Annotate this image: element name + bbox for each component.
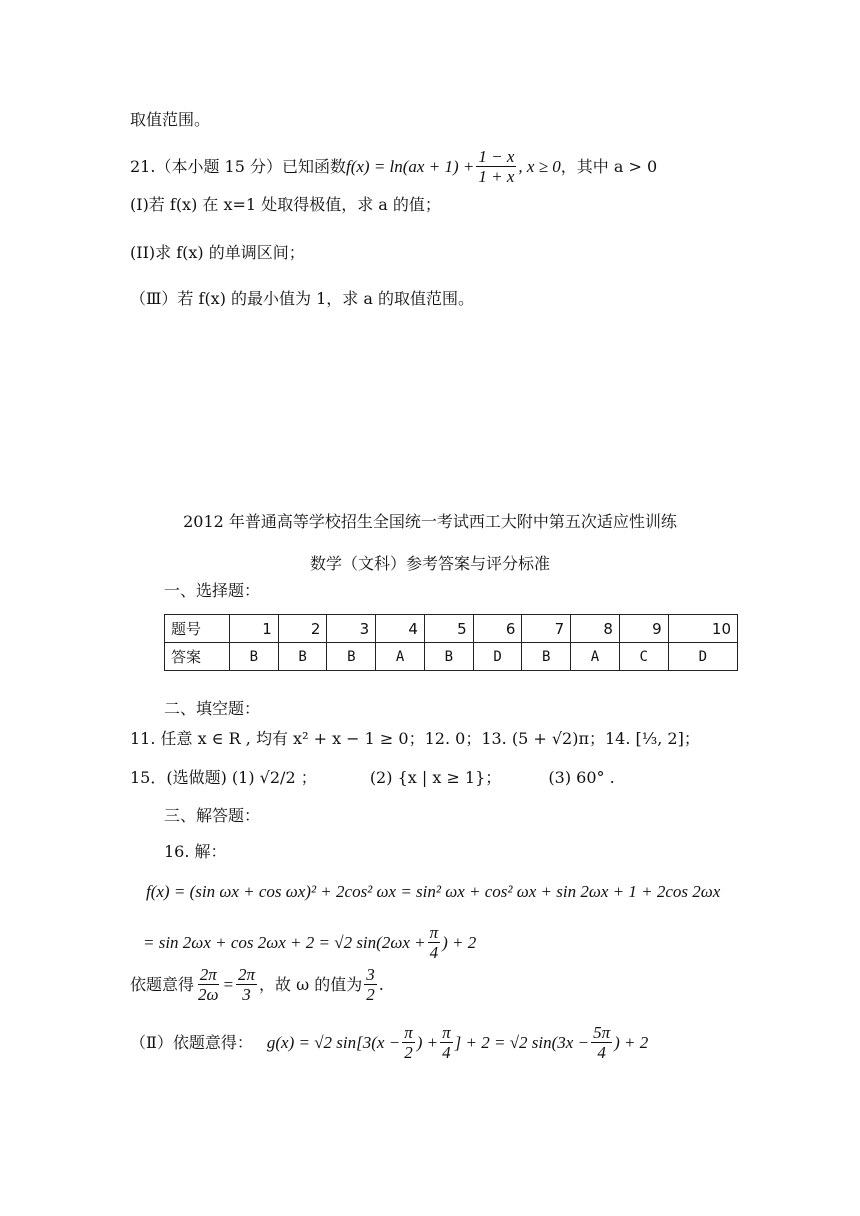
equation-3-prefix: 依题意得 bbox=[130, 974, 195, 994]
table-cell: 8 bbox=[571, 615, 620, 643]
question-21-formula: f(x) = ln(ax + 1) + bbox=[345, 157, 475, 176]
fraction-numerator: 2π bbox=[238, 965, 256, 984]
table-cell: C bbox=[619, 643, 668, 671]
equation-3-fraction-3 bbox=[364, 966, 377, 1003]
equals-sign: = bbox=[222, 975, 235, 994]
table-cell: 2 bbox=[278, 615, 327, 643]
table-header-cell: 题号 bbox=[165, 615, 230, 643]
question-16-label: 16. 解： bbox=[164, 842, 227, 861]
g-formula-d: ) + 2 bbox=[614, 1033, 649, 1052]
section-multiple-choice: 一、选择题： bbox=[164, 581, 261, 600]
table-cell: 3 bbox=[327, 615, 376, 643]
fraction-denominator: 1 + x bbox=[478, 167, 515, 186]
table-cell: 1 bbox=[230, 615, 279, 643]
section-fill-in: 二、填空题： bbox=[164, 699, 261, 718]
table-cell: 4 bbox=[376, 615, 425, 643]
table-row bbox=[165, 643, 738, 671]
table-cell: D bbox=[473, 643, 522, 671]
g-formula-c: ] + 2 = √2 sin(3x − bbox=[454, 1033, 590, 1052]
table-cell: B bbox=[424, 643, 473, 671]
table-cell: 9 bbox=[619, 615, 668, 643]
fraction-denominator: 3 bbox=[242, 985, 251, 1004]
fill-in-15-part-1: 15．(选做题) (1) √2/2 ； bbox=[130, 768, 317, 787]
fraction-numerator: π bbox=[429, 923, 439, 942]
equation-1: f(x) = (sin ωx + cos ωx)² + 2cos² ωx = sin² ωx + cos² ωx + sin 2ωx + 1 + 2cos 2ωx bbox=[146, 882, 721, 901]
fraction-numerator: 3 bbox=[366, 965, 375, 984]
fraction-numerator: π bbox=[442, 1023, 451, 1042]
table-header-cell: 答案 bbox=[165, 643, 230, 671]
g-fraction-1 bbox=[402, 1024, 415, 1061]
answer-table bbox=[164, 614, 738, 671]
fraction-denominator: 4 bbox=[429, 943, 439, 962]
question-21-part-1: (I)若 f(x) 在 x=1 处取得极值，求 a 的值； bbox=[130, 195, 441, 214]
fill-in-answers-2 bbox=[130, 770, 615, 786]
fraction-numerator: 1 − x bbox=[478, 147, 515, 166]
g-fraction-2 bbox=[440, 1024, 453, 1061]
table-cell: 5 bbox=[424, 615, 473, 643]
table-cell: 7 bbox=[522, 615, 571, 643]
fraction-denominator: 2 bbox=[404, 1043, 413, 1062]
equation-3-mid: ，故 ω 的值为 bbox=[259, 974, 363, 994]
table-cell: 6 bbox=[473, 615, 522, 643]
table-cell: B bbox=[327, 643, 376, 671]
part-2-prefix: （Ⅱ）依题意得： bbox=[130, 1032, 253, 1052]
answers-title: 2012 年普通高等学校招生全国统一考试西工大附中第五次适应性训练 bbox=[183, 512, 677, 531]
fill-in-answers-1: 11. 任意 x ∈ R , 均有 x² + x − 1 ≥ 0；12. 0；13. (5 + √2)π；14. [⅓, 2]； bbox=[130, 729, 700, 748]
equation-g bbox=[130, 1024, 648, 1061]
question-21-prefix: 21.（本小题 15 分）已知函数 bbox=[130, 156, 346, 176]
question-21-condition: , x ≥ 0 bbox=[518, 157, 561, 176]
fraction-denominator: 2ω bbox=[198, 985, 219, 1004]
equation-3-end: . bbox=[378, 974, 384, 994]
g-formula-a: g(x) = √2 sin[3(x − bbox=[266, 1033, 401, 1052]
table-cell: B bbox=[522, 643, 571, 671]
equation-3-fraction-2 bbox=[236, 966, 257, 1003]
fraction-denominator: 4 bbox=[597, 1043, 606, 1062]
g-formula-b: ) + bbox=[416, 1033, 439, 1052]
text-line-1: 取值范围。 bbox=[130, 110, 211, 129]
question-21-fraction bbox=[476, 148, 516, 185]
equation-2-left: = sin 2ωx + cos 2ωx + 2 = √2 sin(2ωx + bbox=[143, 933, 426, 952]
question-21 bbox=[130, 148, 657, 185]
fraction-denominator: 2 bbox=[366, 985, 375, 1004]
question-21-part-3: （Ⅲ）若 f(x) 的最小值为 1，求 a 的取值范围。 bbox=[130, 289, 475, 308]
table-cell: A bbox=[571, 643, 620, 671]
equation-3 bbox=[130, 966, 384, 1003]
table-cell: D bbox=[668, 643, 737, 671]
equation-2-fraction bbox=[428, 924, 441, 961]
equation-2-right: ) + 2 bbox=[442, 933, 477, 952]
table-cell: A bbox=[376, 643, 425, 671]
g-fraction-3 bbox=[591, 1024, 612, 1061]
fill-in-15-part-3: (3) 60° . bbox=[548, 768, 615, 787]
question-21-part-2: (II)求 f(x) 的单调区间； bbox=[130, 243, 305, 262]
section-solutions: 三、解答题： bbox=[164, 806, 261, 825]
table-cell: B bbox=[278, 643, 327, 671]
equation-2 bbox=[143, 924, 476, 961]
fraction-numerator: π bbox=[404, 1023, 413, 1042]
question-21-suffix: ，其中 a > 0 bbox=[560, 156, 658, 176]
table-row bbox=[165, 615, 738, 643]
answers-subtitle: 数学（文科）参考答案与评分标准 bbox=[309, 554, 550, 573]
fraction-denominator: 4 bbox=[442, 1043, 451, 1062]
equation-3-fraction-1 bbox=[196, 966, 221, 1003]
table-cell: 10 bbox=[668, 615, 737, 643]
fraction-numerator: 2π bbox=[199, 965, 217, 984]
fraction-numerator: 5π bbox=[593, 1023, 611, 1042]
table-cell: B bbox=[230, 643, 279, 671]
fill-in-15-part-2: (2) {x | x ≥ 1}； bbox=[369, 768, 502, 787]
